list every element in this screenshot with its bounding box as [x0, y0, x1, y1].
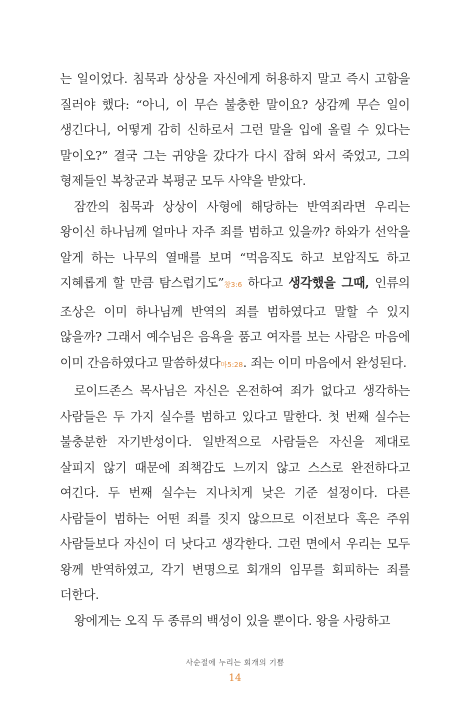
paragraph-2-text-c: 인류의 조상은 이미 하나님께 반역의 죄를 범하였다고 말할 수 있지 않을까? 그래서 예수님은 음욕을 품고 여자를 보는 사람은 마음에 이미 간음하였다고 말씀하셨다	[60, 275, 410, 370]
page-number: 14	[228, 673, 242, 684]
paragraph-2-text-b: 하다고	[242, 275, 289, 290]
scripture-reference-genesis: 창3:6	[224, 281, 243, 289]
paragraph-4: 왕에게는 오직 두 종류의 백성이 있을 뿐이다. 왕을 사랑하고	[74, 612, 391, 628]
running-footer-title: 사순절에 누리는 회개의 기쁨	[185, 658, 285, 667]
body-text	[60, 66, 410, 633]
paragraph-2-text-a: 잠깐의 침묵과 상상이 사형에 해당하는 반역죄라면 우리는 왕이신 하나님께 얼마나 자주 죄를 범하고 있을까? 하와가 선악을 알게 하는 나무의 열매를 보며 “먹음직도 하고 보암직도 하고 지혜롭게 할 만큼 탐스럽기도”	[60, 198, 410, 290]
paragraph-1: 는 일이었다. 침묵과 상상을 자신에게 허용하지 말고 즉시 고함을 질러야 했다: “아니, 이 무슨 불충한 말이요? 상감께 무슨 일이 생긴다니, 어떻게 감히 신하로서 그런 말을 입에 올릴 수 있다는 말이오?” 결국 그는 귀양을 갔다가 다시 잡혀 와서 죽었고, 그의 형제들인 복창군과 복평군 모두 사약을 받았다.	[60, 71, 410, 188]
paragraph-3: 로이드존스 목사님은 자신은 온전하여 죄가 없다고 생각하는 사람들은 두 가지 실수를 범하고 있다고 말한다. 첫 번째 실수는 불충분한 자기반성이다. 일반적으로 사람들은 자신을 제대로 살피지 않기 때문에 죄책감도 느끼지 않고 스스로 완전하다고 여긴다. 두 번째 실수는 지나치게 낮은 기준 설정이다. 다른 사람들이 범하는 어떤 죄를 짓지 않으므로 이전보다 혹은 주위 사람들보다 자신이 더 낫다고 생각한다. 그런 면에서 우리는 모두 왕께 반역하였고, 각기 변명으로 회개의 임무를 회피하는 죄를 더한다.	[60, 383, 410, 602]
emphasized-text: 생각했을 그때,	[288, 275, 370, 290]
scripture-reference-matthew: 마5:28	[220, 360, 243, 369]
paragraph-2	[60, 194, 410, 379]
paragraph-2-text-d: . 죄는 이미 마음에서 완성된다.	[242, 354, 407, 370]
